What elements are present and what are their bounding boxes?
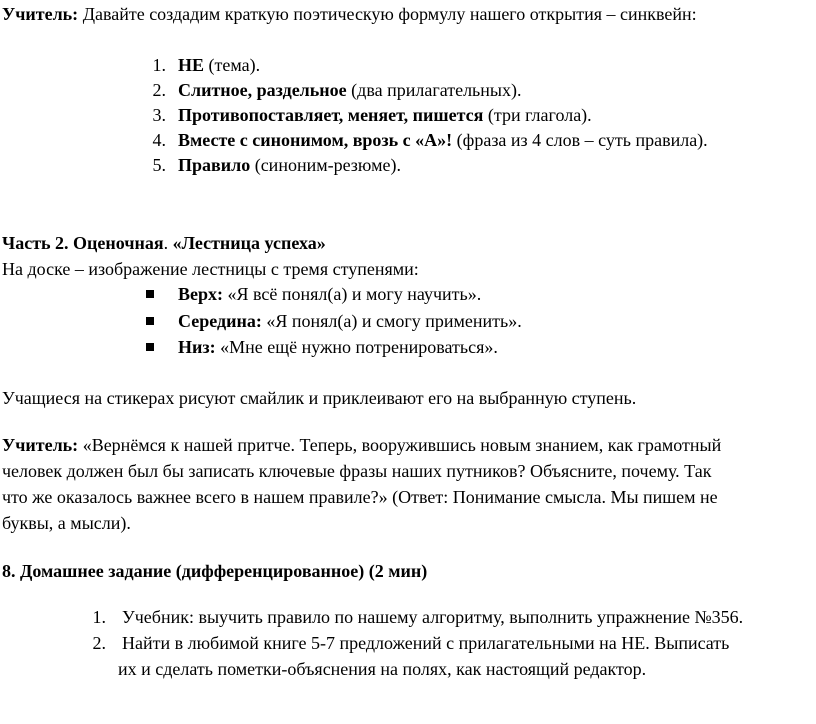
list-number: 3. bbox=[152, 105, 166, 125]
square-bullet-icon bbox=[146, 290, 154, 298]
list-item-bold: Правило bbox=[178, 155, 251, 175]
parable-text: «Вернёмся к нашей притче. Теперь, вооружившись новым знанием, как грамотный bbox=[78, 435, 722, 455]
part2-heading-dot: . bbox=[163, 233, 169, 253]
step-label: Верх: bbox=[178, 284, 223, 304]
part2-heading bbox=[2, 230, 326, 256]
list-number: 2. bbox=[152, 80, 166, 100]
step-text: «Я всё понял(а) и могу научить». bbox=[223, 284, 482, 304]
paragraph-line bbox=[2, 432, 721, 458]
teacher-intro-paragraph bbox=[2, 1, 697, 27]
step-text: «Мне ещё нужно потренироваться». bbox=[215, 337, 498, 357]
list-number: 1. bbox=[92, 607, 106, 627]
list-item-text: (три глагола). bbox=[483, 105, 592, 125]
paragraph-line: что же оказалось важнее всего в нашем правиле?» (Ответ: Понимание смысла. Мы пишем не bbox=[2, 487, 718, 507]
list-item-text: (синоним-резюме). bbox=[250, 155, 402, 175]
paragraph-line: человек должен был бы записать ключевые фразы наших путников? Объясните, почему. Так bbox=[2, 461, 712, 481]
part2-heading-title: «Лестница успеха» bbox=[168, 233, 326, 253]
list-item-bold: Слитное, раздельное bbox=[178, 80, 347, 100]
list-item-text: (фраза из 4 слов – суть правила). bbox=[452, 130, 708, 150]
list-number: 4. bbox=[152, 130, 166, 150]
paragraph-line: буквы, а мысли). bbox=[2, 513, 131, 533]
list-item-text: (тема). bbox=[204, 55, 261, 75]
list-item-text: Учебник: выучить правило по нашему алгоритму, выполнить упражнение №356. bbox=[122, 607, 744, 627]
list-number: 2. bbox=[92, 633, 106, 653]
list-item-text: (два прилагательных). bbox=[346, 80, 522, 100]
list-item-bold: НЕ bbox=[178, 55, 205, 75]
list-item-text: Найти в любимой книге 5-7 предложений с прилагательными на НЕ. Выписать bbox=[122, 633, 730, 653]
part2-intro: На доске – изображение лестницы с тремя ступенями: bbox=[2, 259, 419, 279]
list-number: 1. bbox=[152, 55, 166, 75]
list-number: 5. bbox=[152, 155, 166, 175]
teacher-label: Учитель: bbox=[2, 4, 79, 24]
part2-heading-bold: Часть 2. Оценочная bbox=[2, 233, 164, 253]
list-item-continuation: их и сделать пометки-объяснения на полях, как настоящий редактор. bbox=[118, 659, 647, 679]
list-item-bold: Вместе с синонимом, врозь с «А»! bbox=[178, 130, 453, 150]
stickers-paragraph: Учащиеся на стикерах рисуют смайлик и приклеивают его на выбранную ступень. bbox=[2, 388, 637, 408]
step-label: Середина: bbox=[178, 311, 262, 331]
square-bullet-icon bbox=[146, 317, 154, 325]
homework-heading: 8. Домашнее задание (дифференцированное) (2 мин) bbox=[2, 561, 428, 581]
step-text: «Я понял(а) и смогу применить». bbox=[261, 311, 522, 331]
teacher-intro-text: Давайте создадим краткую поэтическую формулу нашего открытия – синквейн: bbox=[78, 4, 697, 24]
square-bullet-icon bbox=[146, 343, 154, 351]
list-item-bold: Противопоставляет, меняет, пишется bbox=[178, 105, 484, 125]
teacher-label: Учитель: bbox=[2, 435, 79, 455]
step-label: Низ: bbox=[178, 337, 216, 357]
